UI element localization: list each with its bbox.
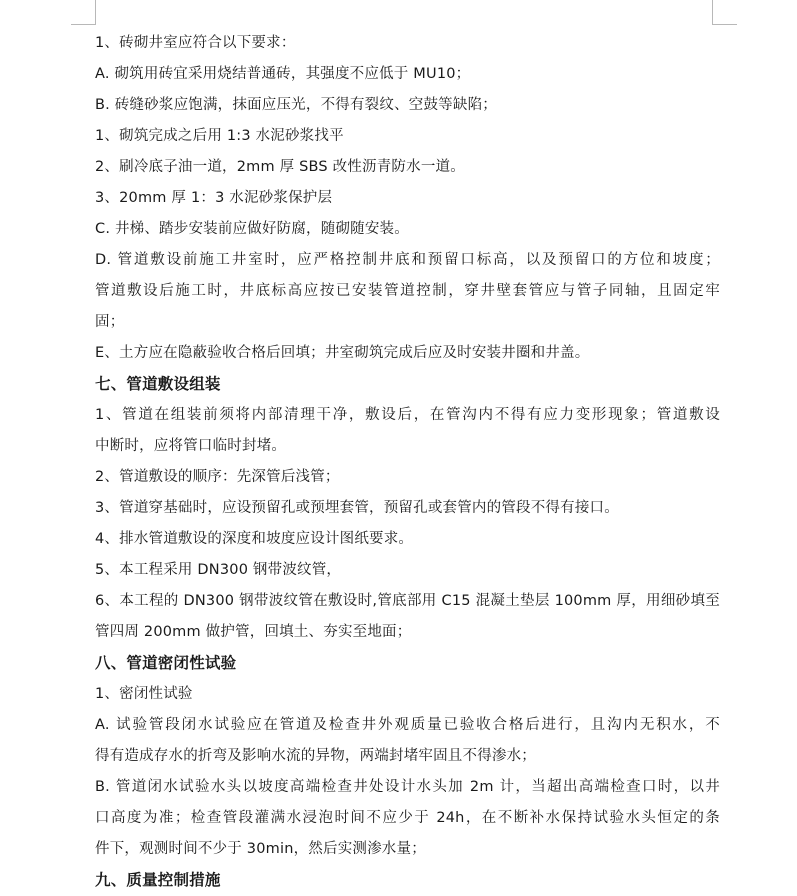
section-heading: 八、管道密闭性试验	[95, 654, 237, 672]
text-line: 2、管道敷设的顺序：先深管后浅管；	[95, 469, 340, 485]
text-line: 件下，观测时间不少于 30min，然后实测渗水量；	[95, 841, 426, 857]
text-line: 1、砌筑完成之后用 1:3 水泥砂浆找平	[95, 128, 344, 144]
text-line: 口高度为准；检查管段灌满水浸泡时间不应少于 24h，在不断补水保持试验水头恒定的条	[95, 810, 720, 826]
section-heading: 七、管道敷设组装	[95, 375, 221, 393]
text-line: D. 管道敷设前施工井室时，应严格控制井底和预留口标高，以及预留口的方位和坡度；	[95, 252, 720, 268]
text-line: 1、砖砌井室应符合以下要求：	[95, 35, 296, 51]
text-line: 得有造成存水的折弯及影响水流的异物，两端封堵牢固且不得渗水；	[95, 748, 536, 764]
text-line: C. 井梯、踏步安装前应做好防腐，随砌随安装。	[95, 221, 409, 237]
text-line: 中断时，应将管口临时封堵。	[95, 438, 287, 454]
text-line: A. 砌筑用砖宜采用烧结普通砖，其强度不应低于 MU10；	[95, 66, 471, 82]
text-line: 1、管道在组装前须将内部清理干净，敷设后，在管沟内不得有应力变形现象；管道敷设	[95, 407, 720, 423]
text-line: 2、刷冷底子油一道，2mm 厚 SBS 改性沥青防水一道。	[95, 159, 465, 175]
text-line: B. 砖缝砂浆应饱满，抹面应压光，不得有裂纹、空鼓等缺陷；	[95, 97, 497, 113]
text-line: B. 管道闭水试验水头以坡度高端检查井处设计水头加 2m 计，当超出高端检查口时，以井	[95, 779, 720, 795]
text-line: A. 试验管段闭水试验应在管道及检查井外观质量已验收合格后进行，且沟内无积水，不	[95, 717, 720, 733]
document-body	[95, 28, 720, 889]
text-line: 1、密闭性试验	[95, 686, 193, 702]
text-line: 4、排水管道敷设的深度和坡度应设计图纸要求。	[95, 531, 414, 547]
text-line: 固；	[95, 314, 125, 330]
text-line: 6、本工程的 DN300 钢带波纹管在敷设时,管底部用 C15 混凝土垫层 100mm 厚，用细砂填至	[95, 593, 720, 609]
text-line: E、土方应在隐蔽验收合格后回填；井室砌筑完成后应及时安装井圈和井盖。	[95, 345, 590, 361]
margin-corner-mark-top-left	[71, 0, 96, 25]
margin-corner-mark-top-right	[712, 0, 737, 25]
text-line: 5、本工程采用 DN300 钢带波纹管，	[95, 562, 342, 578]
text-line: 3、管道穿基础时，应设预留孔或预埋套管，预留孔或套管内的管段不得有接口。	[95, 500, 619, 516]
text-line: 管道敷设后施工时，井底标高应按已安装管道控制，穿井壁套管应与管子同轴，且固定牢	[95, 283, 720, 299]
text-line: 3、20mm 厚 1：3 水泥砂浆保护层	[95, 190, 333, 206]
text-line: 管四周 200mm 做护管，回填土、夯实至地面；	[95, 624, 412, 640]
section-heading: 九、质量控制措施	[95, 871, 221, 889]
